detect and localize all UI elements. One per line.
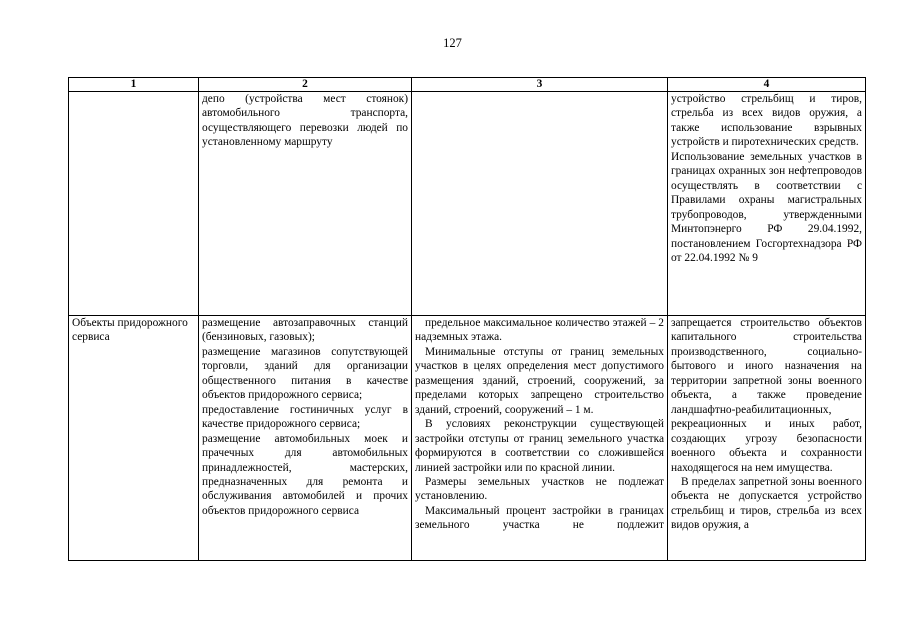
page-number: 127 — [443, 36, 462, 50]
row2-col4-paragraph: запрещается строительство объектов капитального строительства производственного, социально-бытового и иного назначения на территории запретной зоны военного объекта, а также проведение ландшафтно-реабилитационных, рекреационных и иных работ, создающих угрозу безопасности военного объекта и сохранности находящегося на нем имущества. — [671, 317, 862, 474]
row2-col2-paragraph: размещение автозаправочных станций (бензиновых, газовых); — [202, 317, 408, 344]
header-cell-3: 3 — [412, 78, 668, 92]
row2-col3-paragraph: предельное максимальное количество этажей – 2 надземных этажа. — [415, 317, 664, 344]
row1-col4-paragraph: устройство стрельбищ и тиров, стрельба из всех видов оружия, а также использование взрывных устройств и пиротехнических средств. — [671, 93, 862, 149]
row2-parameters-cell — [412, 316, 668, 561]
row2-col4-paragraph: В пределах запретной зоны военного объекта не допускается устройство стрельбищ и тиров, стрельба из всех видов оружия, а — [671, 475, 862, 532]
header-cell-4: 4 — [668, 78, 866, 92]
row2-col3-paragraph: В условиях реконструкции существующей застройки отступы от границ земельного участка формируются в соответствии со сложившейся линией застройки или по красной линии. — [415, 418, 664, 474]
row2-restrictions-cell — [668, 316, 866, 561]
row2-permitted-uses-cell — [199, 316, 412, 561]
row1-use-type-cell — [69, 92, 199, 316]
header-cell-2: 2 — [199, 78, 412, 92]
row1-parameters-cell — [412, 92, 668, 316]
row1-col4-paragraph: Использование земельных участков в границах охранных зон нефтепроводов осуществлять в соответствии с Правилами охраны магистральных трубопроводов, утвержденными Минтопэнерго РФ 29.04.1992, постановлением Госгортехнадзора РФ от 22.04.1992 № 9 — [671, 150, 862, 264]
row2-col3-paragraph: Минимальные отступы от границ земельных участков в целях определения мест допустимого размещения зданий, строений, сооружений, за пределами которых запрещено строительство зданий, строений, сооружений – 1 м. — [415, 345, 664, 416]
row2-col3-paragraph: Максимальный процент застройки в границах земельного участка не подлежит — [415, 504, 664, 532]
row2-col2-paragraph: размещение магазинов сопутствующей торговли, зданий для организации общественного питания в качестве объектов придорожного сервиса; — [202, 345, 408, 402]
row1-col2-paragraph: депо (устройства мест стоянок) автомобильного транспорта, осуществляющего перевозки людей по установленному маршруту — [202, 93, 408, 149]
zoning-table — [68, 77, 866, 561]
row2-col2-paragraph: размещение автомобильных моек и прачечных для автомобильных принадлежностей, мастерских, предназначенных для ремонта и обслуживания автомобилей и прочих объектов придорожного сервиса — [202, 432, 408, 517]
row2-col2-paragraph: предоставление гостиничных услуг в качестве придорожного сервиса; — [202, 403, 408, 431]
row1-restrictions-cell — [668, 92, 866, 316]
row2-use-type-cell: Объекты придорожного сервиса — [69, 316, 199, 561]
row2-col3-paragraph: Размеры земельных участков не подлежат установлению. — [415, 475, 664, 503]
row1-permitted-uses-cell — [199, 92, 412, 316]
table-row — [69, 316, 866, 561]
table-header-row — [69, 78, 866, 92]
header-cell-1: 1 — [69, 78, 199, 92]
table-row — [69, 92, 866, 316]
